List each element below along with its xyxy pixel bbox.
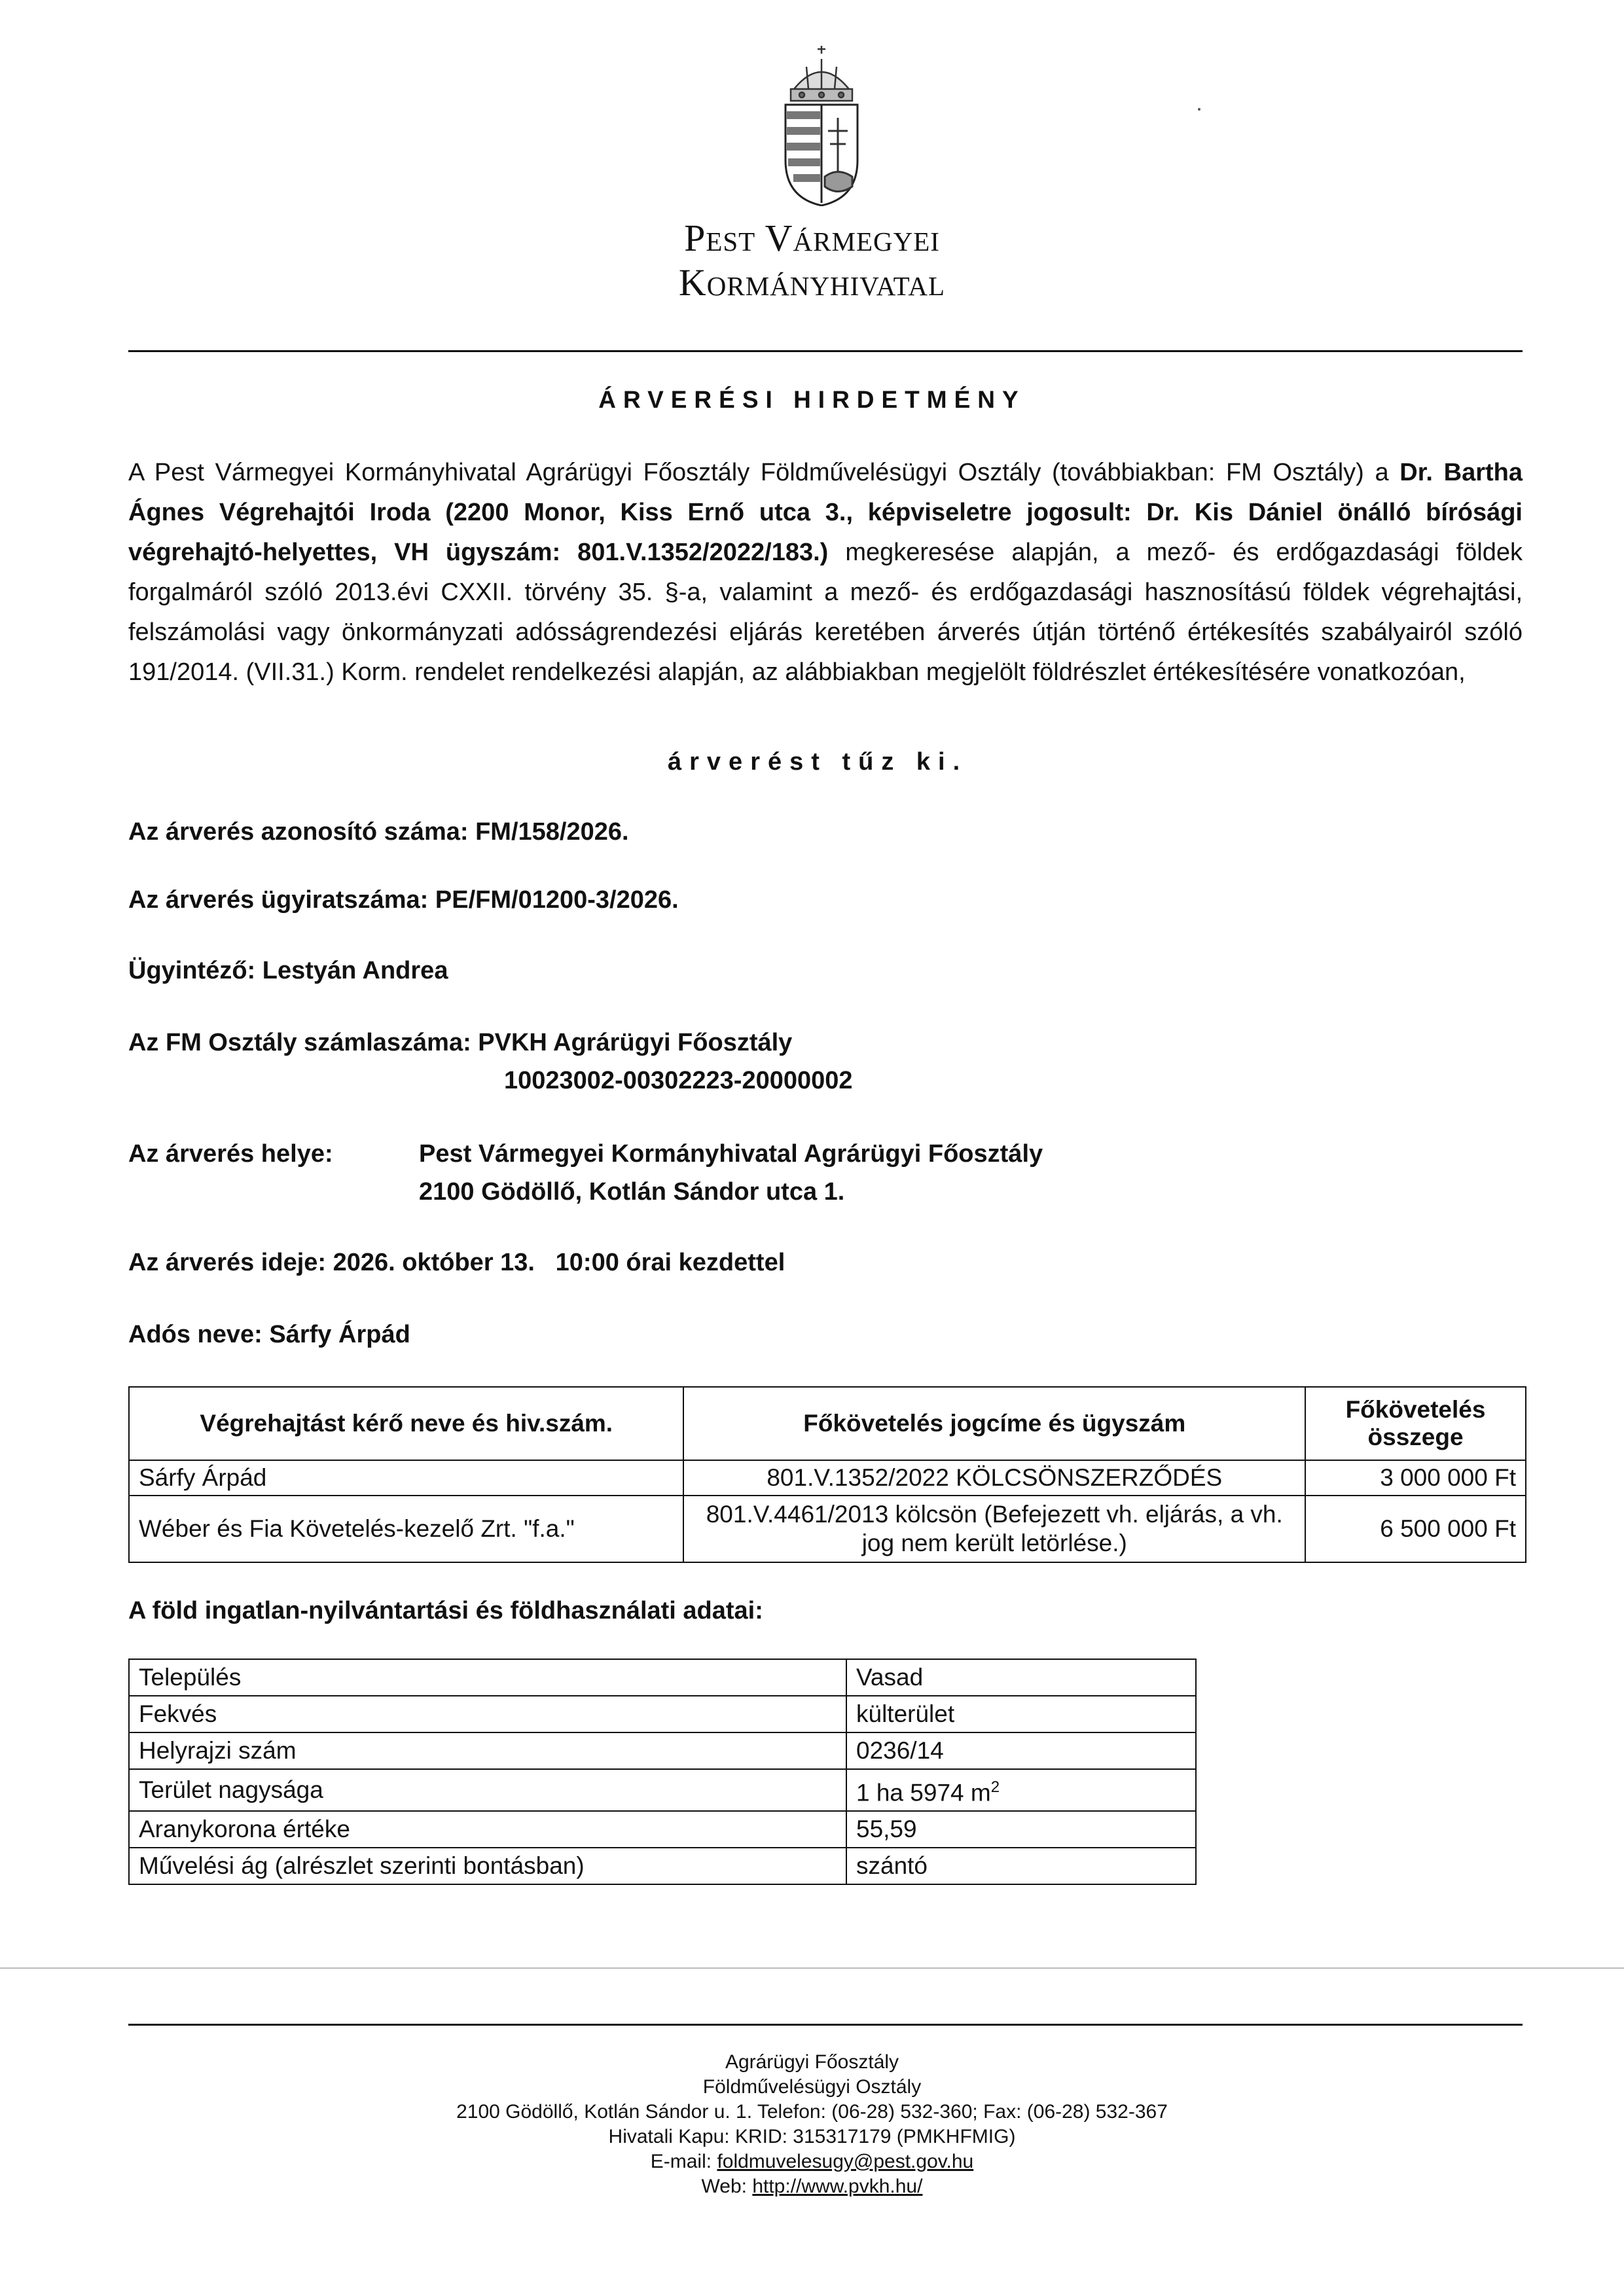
- footer-divider: [128, 2024, 1523, 2026]
- coat-of-arms-logo: [772, 46, 871, 206]
- table-cell: Wéber és Fia Követelés-kezelő Zrt. "f.a.": [129, 1496, 683, 1562]
- creditor-table: [128, 1386, 1526, 1563]
- column-header: Végrehajtást kérő neve és hiv.szám.: [129, 1387, 683, 1460]
- document-title: ÁRVERÉSI HIRDETMÉNY: [598, 386, 1026, 413]
- intro-paragraph: A Pest Vármegyei Kormányhivatal Agrárügyi Főosztály Földművelésügyi Osztály (továbbiakban: FM Osztály) a Dr. Bartha Ágnes Végrehajtói Iroda (2200 Monor, Kiss Ernő utca 3., képviseletre jogosult: Dr. Kis Dániel önálló bírósági végrehajtó-helyettes, VH ügyszám: 801.V.1352/2022/183.) megkeresése alapján, a mező- és erdőgazdasági földek forgalmáról szóló 2013.évi CXXII. törvény 35. §-a, valamint a mező- és erdőgazdasági hasznosítású földek végrehajtási, felszámolási vagy önkormányzati adósságrendezési eljárás keretében árverés útján történő értékesítés szabályairól szóló 191/2014. (VII.31.) Korm. rendelet rendelkezési alapján, az alábbiakban megjelölt földrészlet értékesítésére vonatkozóan,: [128, 459, 1523, 686]
- table-cell: szántó: [846, 1848, 1196, 1884]
- footer-web-line: [0, 2174, 1624, 2199]
- account-label: Az FM Osztály számlaszáma: PVKH Agrárügyi Főosztály: [128, 1029, 793, 1056]
- auction-location-label: Az árverés helye:: [128, 1140, 333, 1168]
- auction-location-line1: Pest Vármegyei Kormányhivatal Agrárügyi Főosztály: [419, 1140, 1043, 1168]
- case-number: Az árverés ügyiratszáma: PE/FM/01200-3/2026.: [128, 886, 679, 914]
- office-name-line2: Kormányhivatal: [678, 261, 946, 304]
- footer-department: Agrárügyi Főosztály: [725, 2051, 899, 2073]
- table-row: [129, 1769, 1196, 1811]
- footer-email-label: E-mail:: [650, 2151, 717, 2172]
- auction-id: Az árverés azonosító száma: FM/158/2026.: [128, 818, 629, 846]
- table-cell: 801.V.1352/2022 KÖLCSÖNSZERZŐDÉS: [683, 1460, 1305, 1496]
- scan-speck: [1198, 108, 1200, 111]
- footer-web-link[interactable]: http://www.pvkh.hu/: [752, 2176, 923, 2197]
- footer-krid: Hivatali Kapu: KRID: 315317179 (PMKHFMIG): [608, 2126, 1016, 2147]
- table-cell: Művelési ág (alrészlet szerinti bontásban): [129, 1848, 846, 1884]
- table-cell: Vasad: [846, 1659, 1196, 1696]
- land-data-heading: A föld ingatlan-nyilvántartási és földhasználati adatai:: [128, 1597, 763, 1624]
- footer-division: Földművelésügyi Osztály: [702, 2076, 922, 2098]
- table-row: [129, 1811, 1196, 1848]
- table-cell: 6 500 000 Ft: [1305, 1496, 1526, 1562]
- announcement: árverést tűz ki.: [668, 748, 968, 776]
- table-row: [129, 1659, 1196, 1696]
- auction-location-line2: 2100 Gödöllő, Kotlán Sándor utca 1.: [419, 1178, 845, 1206]
- table-cell: Fekvés: [129, 1696, 846, 1732]
- column-header: Főkövetelés összege: [1305, 1387, 1526, 1460]
- table-cell: külterület: [846, 1696, 1196, 1732]
- table-row: [129, 1732, 1196, 1769]
- table-cell: [846, 1769, 1196, 1811]
- table-row: [129, 1496, 1526, 1562]
- case-officer: Ügyintéző: Lestyán Andrea: [128, 957, 448, 984]
- page-fold-line: [0, 1967, 1624, 1969]
- area-value: 1 ha 5974 m: [856, 1779, 991, 1806]
- header-divider: [128, 350, 1523, 352]
- table-cell: 801.V.4461/2013 kölcsön (Befejezett vh. eljárás, a vh. jog nem került letörlése.): [683, 1496, 1305, 1562]
- office-name-line1: Pest Vármegyei: [684, 217, 940, 259]
- table-row: [129, 1460, 1526, 1496]
- table-row: [129, 1696, 1196, 1732]
- footer-email-link[interactable]: foldmuvelesugy@pest.gov.hu: [717, 2151, 974, 2172]
- account-number: 10023002-00302223-20000002: [504, 1067, 853, 1094]
- footer-email-line: [0, 2149, 1624, 2174]
- land-data-table: [128, 1659, 1197, 1885]
- column-header: Főkövetelés jogcíme és ügyszám: [683, 1387, 1305, 1460]
- table-cell: Sárfy Árpád: [129, 1460, 683, 1496]
- table-row: [129, 1848, 1196, 1884]
- debtor-name: Adós neve: Sárfy Árpád: [128, 1321, 410, 1348]
- table-cell: 0236/14: [846, 1732, 1196, 1769]
- table-cell: 3 000 000 Ft: [1305, 1460, 1526, 1496]
- table-cell: 55,59: [846, 1811, 1196, 1848]
- footer-address: 2100 Gödöllő, Kotlán Sándor u. 1. Telefon: (06-28) 532-360; Fax: (06-28) 532-367: [456, 2101, 1168, 2123]
- table-cell: Aranykorona értéke: [129, 1811, 846, 1848]
- auction-time: Az árverés ideje: 2026. október 13. 10:00 órai kezdettel: [128, 1249, 785, 1276]
- table-cell: Település: [129, 1659, 846, 1696]
- table-header-row: [129, 1387, 1526, 1460]
- footer-web-label: Web:: [701, 2176, 753, 2197]
- footer: [0, 2050, 1624, 2199]
- table-cell: Helyrajzi szám: [129, 1732, 846, 1769]
- table-cell: Terület nagysága: [129, 1769, 846, 1811]
- area-superscript: 2: [990, 1778, 1000, 1796]
